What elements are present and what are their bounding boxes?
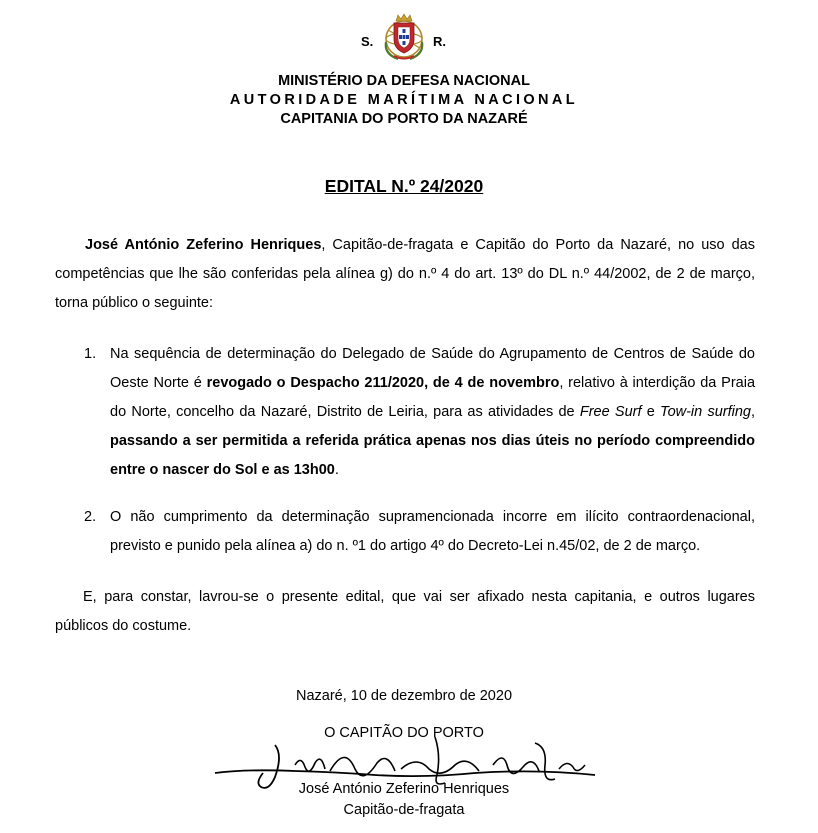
- handwritten-signature-icon: [205, 725, 605, 810]
- portugal-coat-of-arms-icon: [380, 12, 428, 62]
- letterhead-right-initial: R.: [433, 34, 446, 49]
- ministry-line: MINISTÉRIO DA DEFESA NACIONAL: [278, 73, 530, 89]
- item-2-number: 2.: [84, 509, 97, 525]
- item-1-part4: ,: [750, 404, 756, 420]
- letterhead: [0, 12, 818, 62]
- item-1-part2: , relativo à interdição da Praia do Norte, concelho da Nazaré, Distrito de Leiria, para as atividades de: [110, 375, 756, 420]
- signatory-rank: Capitão-de-fragata: [343, 802, 465, 818]
- item-1-text: [110, 340, 755, 485]
- port-authority-line: CAPITANIA DO PORTO DA NAZARÉ: [280, 111, 528, 127]
- item-1-italic1: Free Surf: [579, 404, 642, 420]
- closing-paragraph: E, para constar, lavrou-se o presente edital, que vai ser afixado nesta capitania, e outros lugares públicos do costume.: [55, 589, 755, 634]
- signature-date: Nazaré, 10 de dezembro de 2020: [295, 688, 513, 704]
- document-header: [0, 72, 808, 129]
- item-1-part5: .: [334, 462, 339, 478]
- signatory-title: O CAPITÃO DO PORTO: [324, 725, 484, 741]
- intro-name: José António Zeferino Henriques: [85, 237, 322, 253]
- signatory-name: José António Zeferino Henriques: [298, 781, 510, 797]
- item-1-number: 1.: [84, 346, 97, 362]
- item-1-italic2: Tow-in surfing: [660, 404, 751, 420]
- intro-text: , Capitão-de-fragata e Capitão do Porto da Nazaré, no uso das competências que lhe são conferidas pela alínea g) do n.º 4 do art. 13º do DL n.º 44/2002, de 2 de março, torna público o seguinte:: [55, 237, 755, 311]
- item-1-bold1: revogado o Despacho 211/2020, de 4 de novembro: [206, 375, 560, 391]
- item-2-text: O não cumprimento da determinação supramencionada incorre em ilícito contraordenacional, previsto e punido pela alínea a) do n. º1 do artigo 4º do Decreto-Lei n.45/02, de 2 de março.: [110, 509, 755, 554]
- intro-paragraph: [55, 231, 755, 318]
- edital-title: EDITAL N.º 24/2020: [324, 176, 484, 196]
- item-1-part3: e: [641, 404, 661, 420]
- item-1-bold2: passando a ser permitida a referida prática apenas nos dias úteis no período compreendido entre o nascer do Sol e as 13h00: [110, 433, 755, 478]
- letterhead-left-initial: S.: [361, 34, 374, 49]
- authority-line: AUTORIDADE MARÍTIMA NACIONAL: [229, 92, 579, 108]
- item-1-part1: Na sequência de determinação do Delegado de Saúde do Agrupamento de Centros de Saúde do Oeste Norte é: [110, 346, 755, 391]
